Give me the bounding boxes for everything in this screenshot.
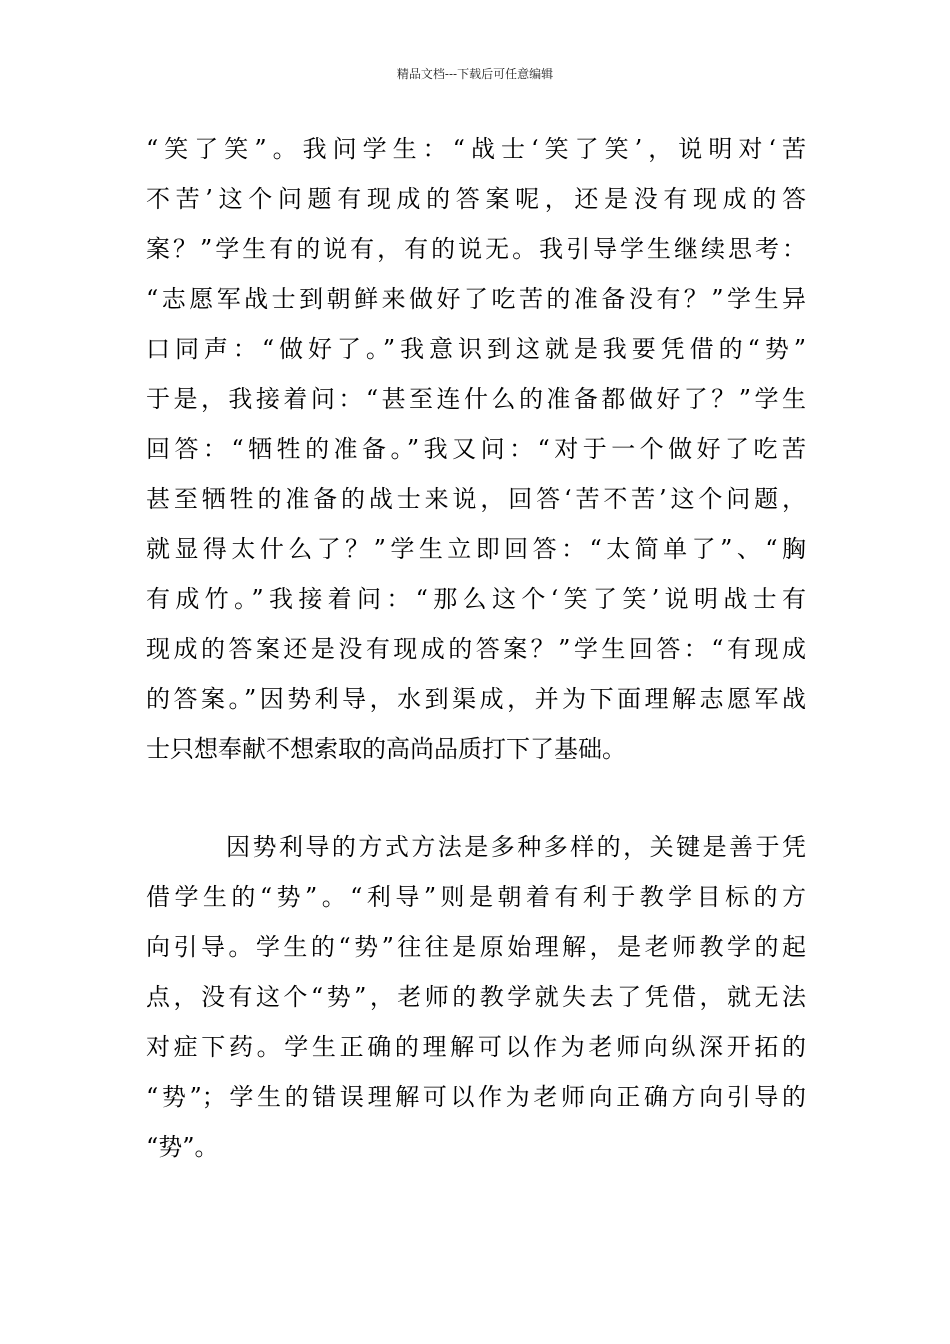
text-line: 案？”学生有的说有，有的说无。我引导学生继续思考：: [146, 235, 806, 263]
text-line: 因势利导的方式方法是多种多样的，关键是善于凭: [226, 833, 806, 861]
text-line: 有成竹。”我接着问：“那么这个‘笑了笑’说明战士有: [146, 585, 806, 613]
page-header: 精品文档---下载后可任意编辑: [396, 67, 554, 81]
text-line: 甚至牺牲的准备的战士来说，回答‘苦不苦’这个问题，: [146, 485, 806, 513]
text-line: 就显得太什么了？”学生立即回答：“太简单了”、“胸: [146, 535, 806, 563]
text-line: 点，没有这个“势”，老师的教学就失去了凭借，就无法: [146, 983, 806, 1011]
text-line: 不苦’这个问题有现成的答案呢，还是没有现成的答: [146, 185, 806, 213]
text-line: 向引导。学生的“势”往往是原始理解，是老师教学的起: [146, 933, 806, 961]
text-line: “势”。: [146, 1133, 219, 1161]
text-line: “志愿军战士到朝鲜来做好了吃苦的准备没有？”学生异: [146, 285, 806, 313]
text-line: 对症下药。学生正确的理解可以作为老师向纵深开拓的: [146, 1033, 806, 1061]
text-line: 回答：“牺牲的准备。”我又问：“对于一个做好了吃苦: [146, 435, 806, 463]
text-line: 的答案。”因势利导，水到渠成，并为下面理解志愿军战: [146, 685, 806, 713]
text-line: 士只想奉献不想索取的高尚品质打下了基础。: [146, 735, 626, 763]
text-line: 口同声：“做好了。”我意识到这就是我要凭借的“势”: [146, 335, 806, 363]
text-line: 现成的答案还是没有现成的答案？”学生回答：“有现成: [146, 635, 806, 663]
text-line: 借学生的“势”。“利导”则是朝着有利于教学目标的方: [146, 883, 806, 911]
text-line: “势”；学生的错误理解可以作为老师向正确方向引导的: [146, 1083, 806, 1111]
text-line: “笑了笑”。我问学生：“战士‘笑了笑’，说明对‘苦: [146, 135, 806, 163]
text-line: 于是，我接着问：“甚至连什么的准备都做好了？”学生: [146, 385, 806, 413]
